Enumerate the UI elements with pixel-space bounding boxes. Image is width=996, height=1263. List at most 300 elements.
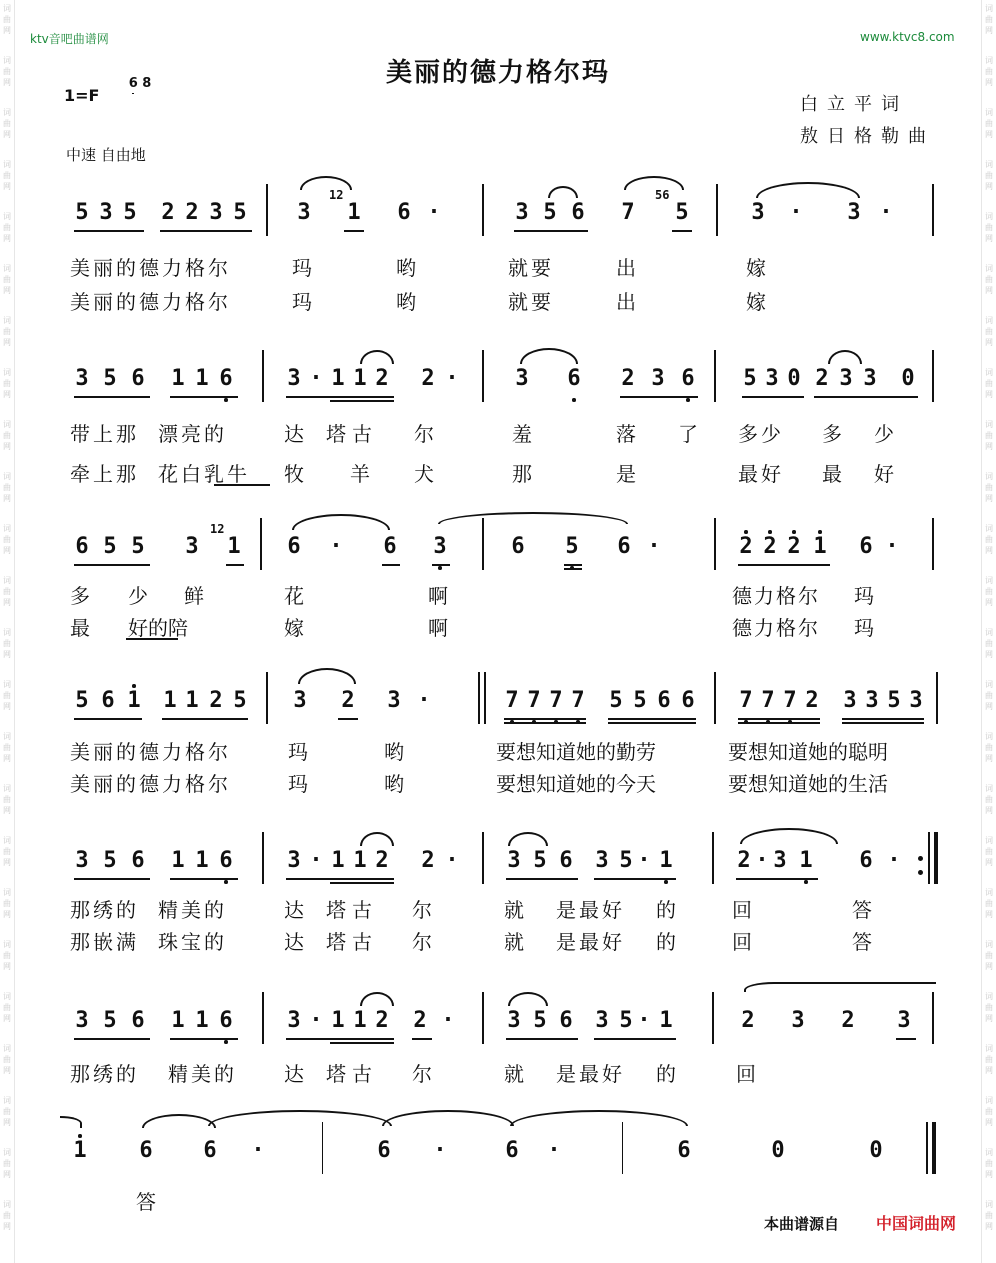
watermark-glyph: 曲 bbox=[985, 483, 993, 492]
note: 6 bbox=[511, 534, 525, 559]
watermark-glyph: 网 bbox=[985, 442, 993, 451]
repeat-dot bbox=[918, 870, 923, 875]
slur bbox=[142, 1114, 216, 1128]
watermark-glyph: 曲 bbox=[985, 899, 993, 908]
barline bbox=[482, 350, 484, 402]
lyric-syllable: 回 bbox=[732, 930, 752, 954]
barline bbox=[262, 350, 264, 402]
lyric-syllable: 就要 bbox=[508, 290, 554, 314]
watermark-glyph: 词 bbox=[3, 212, 11, 221]
watermark-glyph: 网 bbox=[985, 494, 993, 503]
watermark-glyph: 词 bbox=[985, 212, 993, 221]
note: 2 bbox=[736, 534, 756, 559]
note: 7 bbox=[780, 688, 800, 713]
note: 6 bbox=[564, 366, 584, 391]
note: 5 bbox=[75, 688, 89, 713]
lyric-syllable: 多 bbox=[822, 422, 842, 446]
eighth-beam bbox=[162, 718, 248, 720]
watermark-glyph: 曲 bbox=[3, 119, 11, 128]
time-signature-bottom: 8 bbox=[142, 76, 152, 91]
note: 3 bbox=[751, 200, 765, 225]
lyric-syllable: 嫁 bbox=[284, 616, 304, 640]
watermark-glyph: 网 bbox=[985, 702, 993, 711]
note: 3 bbox=[863, 366, 877, 391]
watermark-glyph: 网 bbox=[3, 1066, 11, 1075]
tie bbox=[510, 1110, 688, 1126]
eighth-beam bbox=[74, 230, 144, 232]
eighth-beam bbox=[286, 1038, 394, 1040]
watermark-glyph: 曲 bbox=[985, 1003, 993, 1012]
note: 6 bbox=[75, 534, 89, 559]
barline bbox=[262, 992, 264, 1044]
lyric-syllable: 塔古 bbox=[326, 898, 378, 922]
watermark-glyph: 网 bbox=[3, 650, 11, 659]
eighth-beam bbox=[74, 396, 150, 398]
lyric-syllable: 哟 bbox=[396, 256, 416, 280]
note: 7 bbox=[758, 688, 778, 713]
lyric-syllable: 犬 bbox=[414, 462, 434, 486]
note: 2 bbox=[805, 688, 819, 713]
watermark-glyph: 词 bbox=[985, 784, 993, 793]
lyric-syllable: 那绣的 bbox=[70, 1062, 139, 1086]
lyric-syllable: 漂亮的 bbox=[158, 422, 227, 446]
note-dot: · bbox=[309, 848, 323, 873]
lyric-syllable: 啊 bbox=[428, 616, 448, 640]
note: 2 bbox=[760, 534, 780, 559]
lyric-syllable: 玛 bbox=[292, 290, 312, 314]
watermark-glyph: 曲 bbox=[985, 847, 993, 856]
lyric-syllable: 要想知道她的今天 bbox=[496, 772, 656, 796]
note: 5 bbox=[103, 848, 117, 873]
lyric-syllable: 那绣的 bbox=[70, 898, 139, 922]
barline bbox=[932, 350, 934, 402]
eighth-beam bbox=[620, 396, 698, 398]
note: 5 bbox=[75, 200, 89, 225]
lyric-syllable: 回 bbox=[736, 1062, 756, 1086]
watermark-glyph: 网 bbox=[3, 442, 11, 451]
watermark-glyph: 词 bbox=[3, 316, 11, 325]
note-dot: · bbox=[637, 848, 651, 873]
watermark-glyph: 词 bbox=[3, 576, 11, 585]
note: 2 bbox=[413, 1008, 427, 1033]
watermark-glyph: 网 bbox=[3, 806, 11, 815]
watermark-glyph: 词 bbox=[985, 108, 993, 117]
watermark-glyph: 词 bbox=[3, 940, 11, 949]
note: 6 bbox=[383, 534, 397, 559]
eighth-beam bbox=[286, 396, 394, 398]
note: 5 bbox=[619, 848, 633, 873]
lyric-verse-1 bbox=[0, 580, 996, 608]
watermark-glyph: 曲 bbox=[3, 379, 11, 388]
lyric-verse-2 bbox=[0, 458, 996, 486]
watermark-glyph: 网 bbox=[3, 390, 11, 399]
lyric-syllable: 鲜 bbox=[184, 584, 204, 608]
watermark-glyph: 词 bbox=[3, 836, 11, 845]
lyric-syllable: 要想知道她的生活 bbox=[728, 772, 888, 796]
watermark-glyph: 词 bbox=[985, 732, 993, 741]
note: 1 bbox=[659, 1008, 673, 1033]
eighth-beam bbox=[564, 564, 582, 566]
sixteenth-beam bbox=[738, 722, 820, 724]
note: 6 bbox=[287, 534, 301, 559]
watermark-glyph: 曲 bbox=[985, 795, 993, 804]
note: 5 bbox=[131, 534, 145, 559]
tie bbox=[208, 1110, 392, 1126]
lyric-syllable: 玛 bbox=[288, 772, 308, 796]
watermark-glyph: 网 bbox=[3, 1170, 11, 1179]
note: 3 bbox=[595, 848, 609, 873]
lyric-syllable: 好的陪 bbox=[128, 616, 188, 640]
watermark-glyph: 曲 bbox=[985, 431, 993, 440]
lyric-syllable: 达 bbox=[284, 1062, 304, 1086]
note: 7 bbox=[568, 688, 588, 713]
lyric-syllable: 就要 bbox=[508, 256, 554, 280]
watermark-glyph: 网 bbox=[985, 858, 993, 867]
note-dot: · bbox=[885, 534, 899, 559]
note: 6 bbox=[657, 688, 671, 713]
watermark-glyph: 词 bbox=[985, 836, 993, 845]
watermark-glyph: 网 bbox=[3, 858, 11, 867]
note: 0 bbox=[869, 1138, 883, 1163]
note: 5 bbox=[675, 200, 689, 225]
lyric-syllable: 玛 bbox=[854, 616, 874, 640]
lyric-syllable: 德力格尔 bbox=[732, 584, 820, 608]
watermark-glyph: 曲 bbox=[3, 535, 11, 544]
note: 0 bbox=[771, 1138, 785, 1163]
note: 6 bbox=[559, 1008, 573, 1033]
lyric-underline bbox=[126, 638, 178, 640]
watermark-glyph: 词 bbox=[3, 1096, 11, 1105]
slur bbox=[438, 512, 628, 524]
sixteenth-beam bbox=[330, 882, 394, 884]
watermark-glyph: 词 bbox=[985, 992, 993, 1001]
source-site-link[interactable]: 中国词曲网 bbox=[876, 1214, 957, 1233]
eighth-beam bbox=[506, 1038, 578, 1040]
watermark-glyph: 曲 bbox=[985, 119, 993, 128]
note: 1 bbox=[195, 848, 209, 873]
note: 1 bbox=[124, 688, 144, 713]
lyric-syllable: 要想知道她的聪明 bbox=[728, 740, 888, 764]
note-dot: · bbox=[417, 688, 431, 713]
sixteenth-beam bbox=[842, 722, 924, 724]
note: 6 bbox=[131, 366, 145, 391]
watermark-glyph: 曲 bbox=[3, 1159, 11, 1168]
note: 6 bbox=[131, 848, 145, 873]
lyric-syllable: 塔古 bbox=[326, 422, 378, 446]
lyric-verse-2 bbox=[0, 286, 996, 314]
note: 1 bbox=[227, 534, 241, 559]
watermark-glyph: 词 bbox=[3, 108, 11, 117]
lyric-syllable: 哟 bbox=[384, 740, 404, 764]
eighth-beam bbox=[74, 718, 142, 720]
note-dot: · bbox=[309, 1008, 323, 1033]
note: 3 bbox=[287, 1008, 301, 1033]
note: 6 bbox=[505, 1138, 519, 1163]
note: 6 bbox=[859, 534, 873, 559]
lyric-syllable: 达 bbox=[284, 898, 304, 922]
note: 1 bbox=[70, 1138, 90, 1163]
note: 6 bbox=[681, 688, 695, 713]
lyric-syllable: 多少 bbox=[738, 422, 784, 446]
watermark-glyph: 词 bbox=[3, 1044, 11, 1053]
watermark-glyph: 曲 bbox=[985, 639, 993, 648]
note: 3 bbox=[839, 366, 853, 391]
watermark-glyph: 词 bbox=[985, 4, 993, 13]
watermark-glyph: 词 bbox=[985, 1044, 993, 1053]
note: 3 bbox=[185, 534, 199, 559]
watermark-glyph: 曲 bbox=[3, 171, 11, 180]
watermark-glyph: 词 bbox=[985, 472, 993, 481]
grace-note: 56 bbox=[655, 188, 670, 202]
watermark-glyph: 曲 bbox=[3, 431, 11, 440]
lyric-syllable: 就 bbox=[504, 1062, 524, 1086]
note: 3 bbox=[75, 366, 89, 391]
eighth-beam bbox=[506, 878, 578, 880]
lyric-syllable: 玛 bbox=[288, 740, 308, 764]
watermark-glyph: 网 bbox=[985, 1222, 993, 1231]
note: 5 bbox=[619, 1008, 633, 1033]
barline bbox=[262, 832, 264, 884]
sixteenth-beam bbox=[330, 1042, 394, 1044]
note-dot: · bbox=[433, 1138, 447, 1163]
watermark-glyph: 词 bbox=[985, 1096, 993, 1105]
lyric-syllable: 美丽的德力格尔 bbox=[70, 256, 231, 280]
note: 6 bbox=[216, 366, 236, 391]
note: 7 bbox=[621, 200, 635, 225]
note: 2 bbox=[375, 1008, 389, 1033]
eighth-beam bbox=[814, 396, 918, 398]
watermark-glyph: 词 bbox=[3, 732, 11, 741]
note: 7 bbox=[524, 688, 544, 713]
barline bbox=[926, 1122, 928, 1174]
lyric-syllable: 美丽的德力格尔 bbox=[70, 290, 231, 314]
note-dot: · bbox=[441, 1008, 455, 1033]
note-dot: · bbox=[547, 1138, 561, 1163]
note: 6 bbox=[131, 1008, 145, 1033]
watermark-glyph: 词 bbox=[3, 368, 11, 377]
lyric-syllable: 尔 bbox=[412, 898, 432, 922]
grace-note: 12 bbox=[210, 522, 225, 536]
watermark-glyph: 词 bbox=[985, 420, 993, 429]
note: 1 bbox=[171, 1008, 185, 1033]
eighth-beam bbox=[344, 230, 364, 232]
note: 6 bbox=[397, 200, 411, 225]
watermark-glyph: 曲 bbox=[3, 275, 11, 284]
lyric-syllable: 答 bbox=[852, 930, 872, 954]
barline bbox=[322, 1122, 323, 1174]
eighth-beam bbox=[672, 230, 692, 232]
watermark-glyph: 曲 bbox=[3, 795, 11, 804]
note: 5 bbox=[887, 688, 901, 713]
watermark-glyph: 网 bbox=[985, 1170, 993, 1179]
watermark-glyph: 词 bbox=[985, 264, 993, 273]
watermark-glyph: 网 bbox=[3, 962, 11, 971]
song-title: 美丽的德力格尔玛 bbox=[385, 58, 610, 88]
notation-line bbox=[0, 366, 996, 396]
watermark-glyph: 网 bbox=[3, 234, 11, 243]
note: 6 bbox=[677, 1138, 691, 1163]
notation-line bbox=[0, 534, 996, 564]
eighth-beam bbox=[74, 564, 150, 566]
source-site-link-left[interactable]: ktv音吧曲谱网 bbox=[30, 32, 109, 46]
note: 3 bbox=[897, 1008, 911, 1033]
source-site-link-right[interactable]: www.ktvc8.com bbox=[860, 30, 955, 44]
lyric-syllable: 珠宝的 bbox=[158, 930, 227, 954]
note: 3 bbox=[651, 366, 665, 391]
eighth-beam bbox=[742, 396, 804, 398]
tempo-marking: 中速 自由地 bbox=[66, 146, 146, 164]
eighth-beam bbox=[608, 718, 696, 720]
barline bbox=[714, 672, 716, 724]
slur bbox=[360, 832, 394, 846]
note: 3 bbox=[430, 534, 450, 559]
watermark-glyph: 曲 bbox=[3, 639, 11, 648]
note: 6 bbox=[559, 848, 573, 873]
notation-line bbox=[0, 1138, 996, 1168]
lyric-syllable: 是 bbox=[616, 462, 636, 486]
lyric-verse-1 bbox=[0, 1058, 996, 1086]
lyric-syllable: 是最好 bbox=[556, 930, 625, 954]
note: 6 bbox=[617, 534, 631, 559]
slur bbox=[292, 514, 390, 530]
lyric-syllable: 答 bbox=[136, 1190, 156, 1214]
note: 1 bbox=[195, 366, 209, 391]
slur bbox=[300, 176, 352, 190]
barline bbox=[266, 672, 268, 724]
barline bbox=[482, 992, 484, 1044]
note: 3 bbox=[843, 688, 857, 713]
note: 3 bbox=[865, 688, 879, 713]
note-dot: · bbox=[251, 1138, 265, 1163]
final-barline bbox=[932, 1122, 936, 1174]
note: 5 bbox=[123, 200, 137, 225]
lyric-syllable: 精美的 bbox=[158, 898, 227, 922]
note: 2 bbox=[841, 1008, 855, 1033]
note: 1 bbox=[353, 848, 367, 873]
lyric-syllable: 要想知道她的勤劳 bbox=[496, 740, 656, 764]
lyric-syllable: 最 bbox=[70, 616, 90, 640]
barline bbox=[932, 518, 934, 570]
note: 5 bbox=[562, 534, 582, 559]
watermark-glyph: 曲 bbox=[3, 743, 11, 752]
watermark-glyph: 词 bbox=[985, 576, 993, 585]
eighth-beam bbox=[738, 564, 830, 566]
watermark-glyph: 网 bbox=[985, 1118, 993, 1127]
watermark-glyph: 网 bbox=[985, 910, 993, 919]
barline bbox=[482, 518, 484, 570]
note: 6 bbox=[571, 200, 585, 225]
watermark-glyph: 词 bbox=[3, 472, 11, 481]
watermark-glyph: 网 bbox=[985, 78, 993, 87]
watermark-glyph: 网 bbox=[985, 234, 993, 243]
lyric-syllable: 牵上那 bbox=[70, 462, 139, 486]
barline bbox=[482, 184, 484, 236]
note: 1 bbox=[656, 848, 676, 873]
watermark-glyph: 曲 bbox=[3, 691, 11, 700]
lyric-syllable: 美丽的德力格尔 bbox=[70, 740, 231, 764]
watermark-glyph: 词 bbox=[3, 680, 11, 689]
note: 2 bbox=[621, 366, 635, 391]
notation-line bbox=[0, 688, 996, 718]
note: 6 bbox=[216, 848, 236, 873]
watermark-glyph: 网 bbox=[985, 130, 993, 139]
note: 3 bbox=[791, 1008, 805, 1033]
lyric-verse-1 bbox=[0, 736, 996, 764]
watermark-glyph: 网 bbox=[985, 546, 993, 555]
note: 6 bbox=[216, 1008, 236, 1033]
watermark-glyph: 曲 bbox=[985, 171, 993, 180]
watermark-glyph: 词 bbox=[3, 160, 11, 169]
watermark-glyph: 网 bbox=[985, 754, 993, 763]
note: 1 bbox=[171, 848, 185, 873]
note: 3 bbox=[287, 366, 301, 391]
watermark-glyph: 网 bbox=[3, 494, 11, 503]
watermark-glyph: 网 bbox=[3, 26, 11, 35]
watermark-glyph: 网 bbox=[3, 1118, 11, 1127]
lyric-verse-1 bbox=[0, 418, 996, 446]
note: 1 bbox=[347, 200, 361, 225]
note: 5 bbox=[633, 688, 647, 713]
slur bbox=[740, 828, 838, 844]
watermark-glyph: 网 bbox=[3, 1014, 11, 1023]
watermark-glyph: 网 bbox=[985, 650, 993, 659]
note: 1 bbox=[185, 688, 199, 713]
slur bbox=[360, 992, 394, 1006]
watermark-glyph: 曲 bbox=[985, 15, 993, 24]
lyric-syllable: 回 bbox=[732, 898, 752, 922]
source-label: 本曲谱源自 bbox=[764, 1215, 840, 1233]
watermark-glyph: 曲 bbox=[3, 15, 11, 24]
watermark-glyph: 曲 bbox=[985, 587, 993, 596]
watermark-glyph: 网 bbox=[3, 78, 11, 87]
slur bbox=[360, 350, 394, 364]
lyric-syllable: 那 bbox=[512, 462, 532, 486]
lyric-syllable: 哟 bbox=[384, 772, 404, 796]
barline bbox=[928, 832, 930, 884]
watermark-glyph: 网 bbox=[985, 26, 993, 35]
note-dot: · bbox=[445, 366, 459, 391]
slur bbox=[624, 176, 684, 190]
lyric-verse-2 bbox=[0, 768, 996, 796]
watermark-glyph: 词 bbox=[985, 316, 993, 325]
barline bbox=[932, 184, 934, 236]
watermark-glyph: 网 bbox=[3, 702, 11, 711]
tie bbox=[60, 1116, 82, 1128]
note: 0 bbox=[787, 366, 801, 391]
note: 5 bbox=[743, 366, 757, 391]
note: 2 bbox=[421, 366, 435, 391]
note: 3 bbox=[773, 848, 787, 873]
watermark-glyph: 曲 bbox=[985, 379, 993, 388]
watermark-glyph: 曲 bbox=[985, 951, 993, 960]
watermark-glyph: 词 bbox=[3, 628, 11, 637]
watermark-glyph: 词 bbox=[985, 368, 993, 377]
watermark-glyph: 网 bbox=[985, 1066, 993, 1075]
note: 1 bbox=[331, 848, 345, 873]
lyric-verse-1 bbox=[0, 1186, 996, 1214]
watermark-glyph: 曲 bbox=[985, 1107, 993, 1116]
lyric-syllable: 尔 bbox=[414, 422, 434, 446]
watermark-glyph: 曲 bbox=[985, 67, 993, 76]
lyric-syllable: 精美的 bbox=[168, 1062, 237, 1086]
note: 5 bbox=[543, 200, 557, 225]
barline bbox=[266, 184, 268, 236]
eighth-beam bbox=[74, 1038, 150, 1040]
watermark-glyph: 曲 bbox=[985, 743, 993, 752]
lyric-syllable: 羊 bbox=[350, 462, 370, 486]
time-signature-top: 6 bbox=[128, 76, 138, 91]
note: 6 bbox=[377, 1138, 391, 1163]
